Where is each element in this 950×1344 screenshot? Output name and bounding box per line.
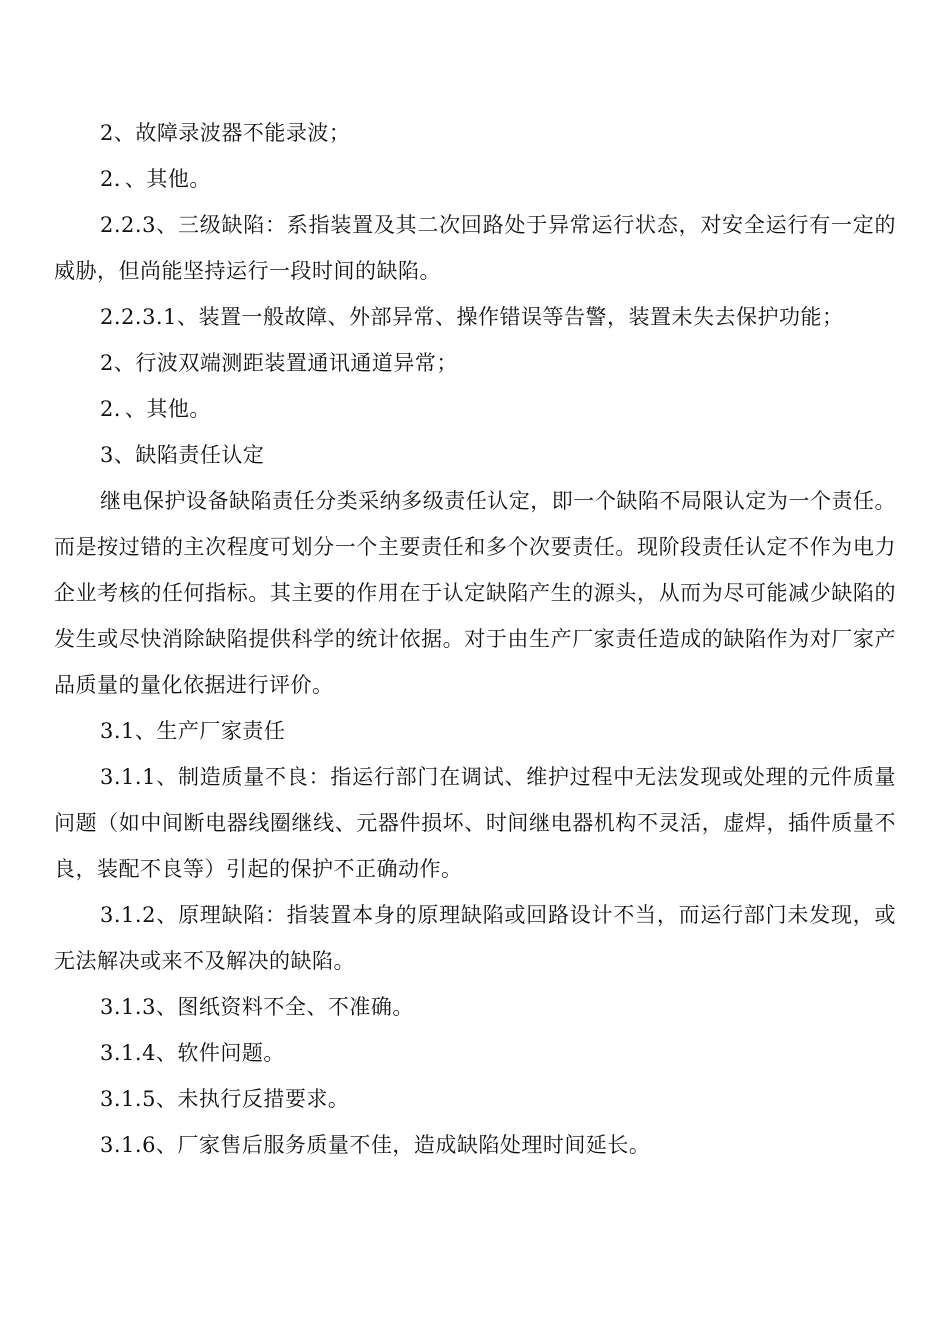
paragraph-other-2: 2．、其他。: [100, 397, 211, 421]
paragraph-fault-recorder: 2、故障录波器不能录波；: [100, 121, 351, 145]
paragraph-314: 3.1.4、软件问题。: [100, 1041, 285, 1065]
section-heading-3: 3、缺陷责任认定: [100, 443, 265, 467]
section-heading-3-1: 3.1、生产厂家责任: [100, 719, 286, 743]
paragraph-2231: 2.2.3.1、装置一般故障、外部异常、操作错误等告警，装置未失去保护功能；: [100, 305, 844, 329]
paragraph-311: 3.1.1、制造质量不良：指运行部门在调试、维护过程中无法发现或处理的元件质量问题（如中间断电器线圈继线、元器件损坏、时间继电器机构不灵活，虚焊，插件质量不良，装配不良等）引起的保护不正确动作。: [54, 765, 896, 881]
paragraph-level3-defect: 2.2.3、三级缺陷：系指装置及其二次回路处于异常运行状态，对安全运行有一定的威胁，但尚能坚持运行一段时间的缺陷。: [54, 213, 896, 283]
paragraph-other-1: 2．、其他。: [100, 167, 211, 191]
paragraph-313: 3.1.3、图纸资料不全、不准确。: [100, 995, 414, 1019]
paragraph-315: 3.1.5、未执行反措要求。: [100, 1087, 350, 1111]
paragraph-316: 3.1.6、厂家售后服务质量不佳，造成缺陷处理时间延长。: [100, 1133, 651, 1157]
document-body: [54, 110, 896, 1168]
paragraph-312: 3.1.2、原理缺陷：指装置本身的原理缺陷或回路设计不当，而运行部门未发现，或无法解决或来不及解决的缺陷。: [54, 903, 896, 973]
paragraph-traveling-wave: 2、行波双端测距装置通讯通道异常；: [100, 351, 458, 375]
paragraph-responsibility-intro: 继电保护设备缺陷责任分类采纳多级责任认定，即一个缺陷不局限认定为一个责任。而是按过错的主次程度可划分一个主要责任和多个次要责任。现阶段责任认定不作为电力企业考核的任何指标。其主要的作用在于认定缺陷产生的源头，从而为尽可能减少缺陷的发生或尽快消除缺陷提供科学的统计依据。对于由生产厂家责任造成的缺陷作为对厂家产品质量的量化依据进行评价。: [54, 489, 896, 697]
